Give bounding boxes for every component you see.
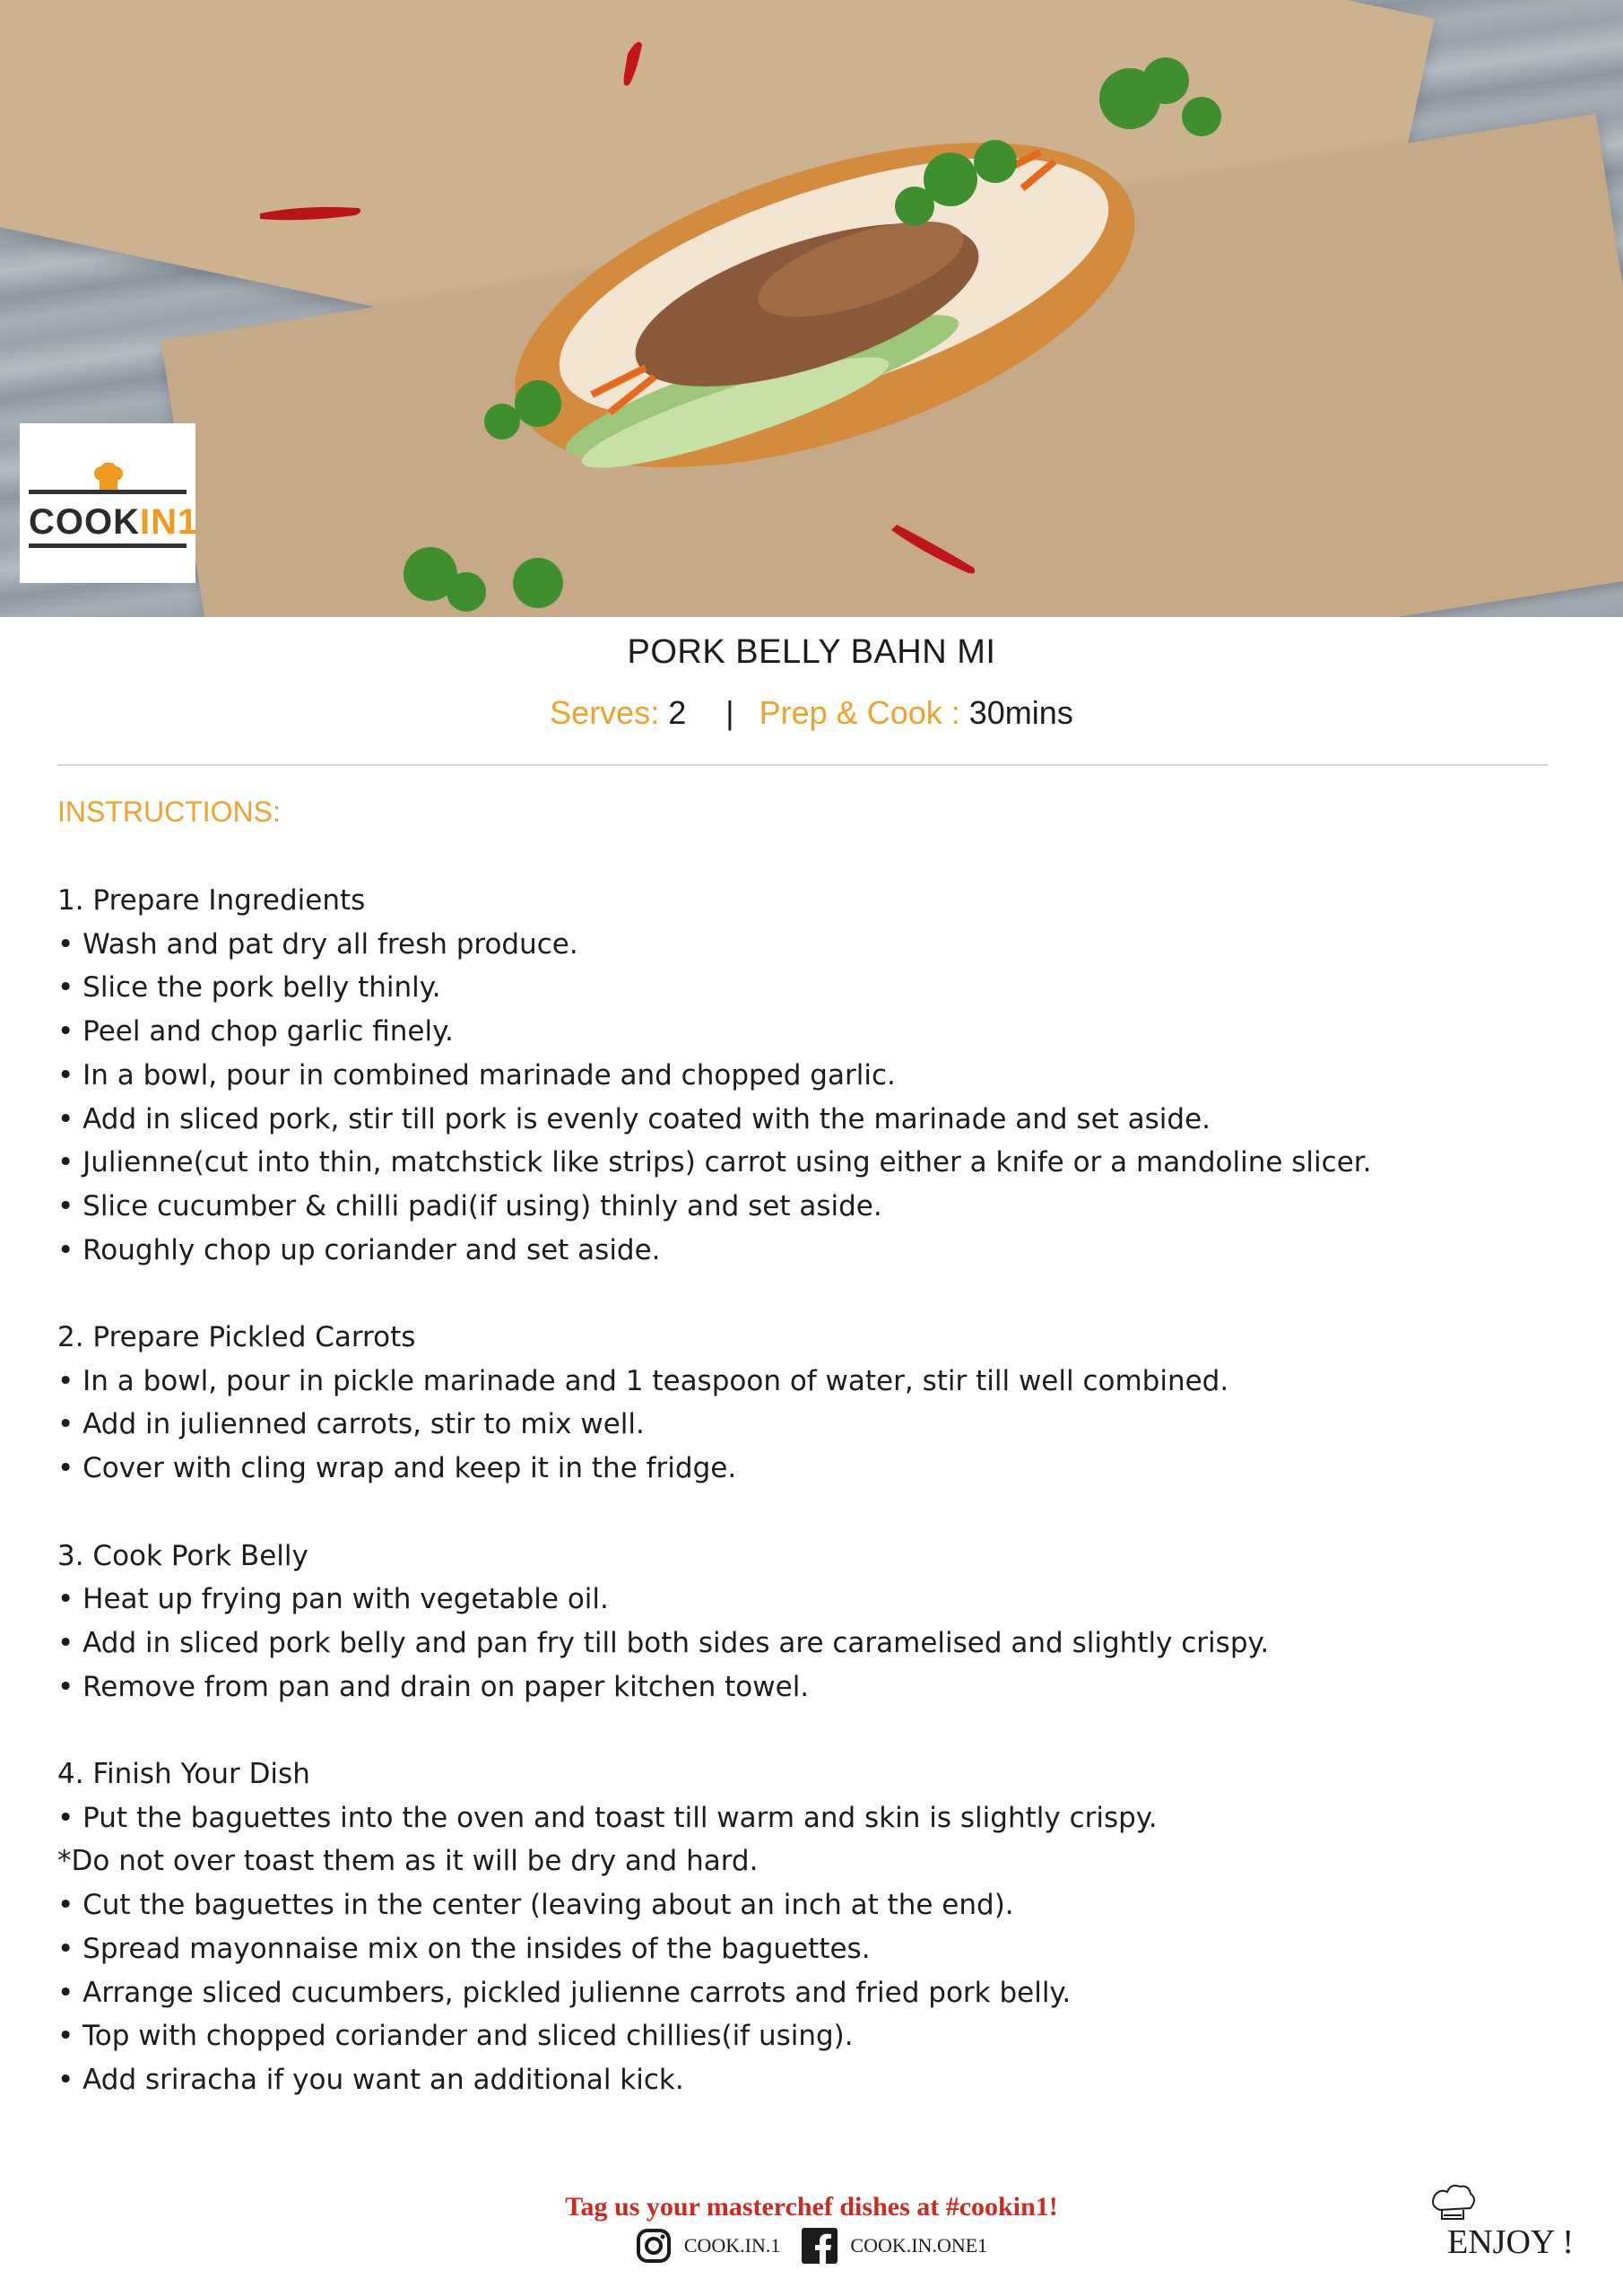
section-heading: 2. Prepare Pickled Carrots bbox=[57, 1321, 416, 1354]
instruction-line: *Do not over toast them as it will be dry and hard. bbox=[57, 1845, 759, 1878]
instruction-line: • Remove from pan and drain on paper kitchen towel. bbox=[57, 1670, 810, 1703]
instruction-line: • Top with chopped coriander and sliced chillies(if using). bbox=[57, 2020, 854, 2053]
instruction-line: • Cover with cling wrap and keep it in the fridge. bbox=[57, 1452, 737, 1485]
section-heading: 4. Finish Your Dish bbox=[57, 1758, 310, 1791]
serves-value: 2 bbox=[668, 694, 687, 731]
time-label: Prep & Cook : bbox=[759, 694, 960, 731]
logo-text: COOKIN1 bbox=[29, 502, 199, 542]
instruction-line: • Cut the baguettes in the center (leaving about an inch at the end). bbox=[57, 1889, 1014, 1922]
section-heading: 3. Cook Pork Belly bbox=[57, 1539, 308, 1572]
instruction-section bbox=[57, 1316, 1582, 1491]
instruction-line: • Roughly chop up coriander and set aside. bbox=[57, 1233, 661, 1266]
instruction-line: • Julienne(cut into thin, matchstick like strips) carrot using either a knife or a mandoline slicer. bbox=[57, 1146, 1372, 1179]
enjoy-text: ENJOY ! bbox=[1447, 2223, 1575, 2261]
footer-tagline: Tag us your masterchef dishes at #cookin1! bbox=[565, 2192, 1058, 2222]
instruction-line: • Spread mayonnaise mix on the insides of the baguettes. bbox=[57, 1932, 871, 1965]
instruction-section bbox=[57, 1752, 1582, 2102]
instruction-section bbox=[57, 879, 1582, 1272]
instruction-line: • Put the baguettes into the oven and toast till warm and skin is slightly crispy. bbox=[57, 1801, 1158, 1834]
instruction-line: • Add in sliced pork, stir till pork is evenly coated with the marinade and set aside. bbox=[57, 1102, 1211, 1135]
instruction-section bbox=[57, 1535, 1582, 1709]
meta-separator: | bbox=[725, 694, 734, 731]
time-value: 30mins bbox=[968, 694, 1073, 731]
instruction-line: • Peel and chop garlic finely. bbox=[57, 1015, 454, 1048]
instruction-line: • Add sriracha if you want an additional kick. bbox=[57, 2063, 684, 2096]
instruction-line: • Slice cucumber & chilli padi(if using) thinly and set aside. bbox=[57, 1189, 882, 1222]
serves-label: Serves: bbox=[550, 694, 660, 731]
facebook-icon[interactable] bbox=[802, 2228, 838, 2264]
cookin1-logo bbox=[20, 423, 199, 583]
instagram-handle[interactable]: COOK.IN.1 bbox=[683, 2234, 781, 2257]
instruction-line: • Add in julienned carrots, stir to mix well. bbox=[57, 1408, 645, 1441]
divider bbox=[57, 764, 1548, 766]
instruction-line: • Arrange sliced cucumbers, pickled julienne carrots and fried pork belly. bbox=[57, 1976, 1072, 2009]
instruction-line: • In a bowl, pour in pickle marinade and 1 teaspoon of water, stir till well combined. bbox=[57, 1364, 1229, 1397]
recipe-title: PORK BELLY BAHN MI bbox=[627, 633, 996, 671]
banh-mi-illustration bbox=[0, 0, 1623, 617]
instructions-heading: INSTRUCTIONS: bbox=[57, 796, 281, 828]
instruction-line: • Heat up frying pan with vegetable oil. bbox=[57, 1583, 609, 1616]
social-links bbox=[0, 2228, 1623, 2264]
logo-rule bbox=[29, 544, 187, 548]
instruction-line: • Add in sliced pork belly and pan fry till both sides are caramelised and slightly crispy. bbox=[57, 1626, 1270, 1659]
instruction-line: • Wash and pat dry all fresh produce. bbox=[57, 927, 578, 961]
section-heading: 1. Prepare Ingredients bbox=[57, 884, 366, 917]
instruction-line: • Slice the pork belly thinly. bbox=[57, 971, 441, 1004]
hero-photo bbox=[0, 0, 1623, 617]
recipe-meta bbox=[0, 694, 1623, 732]
instagram-icon[interactable] bbox=[636, 2228, 672, 2264]
logo-rule bbox=[29, 490, 187, 494]
facebook-handle[interactable]: COOK.IN.ONE1 bbox=[850, 2234, 988, 2257]
instructions-body bbox=[57, 879, 1582, 2145]
instruction-line: • In a bowl, pour in combined marinade and chopped garlic. bbox=[57, 1058, 896, 1091]
